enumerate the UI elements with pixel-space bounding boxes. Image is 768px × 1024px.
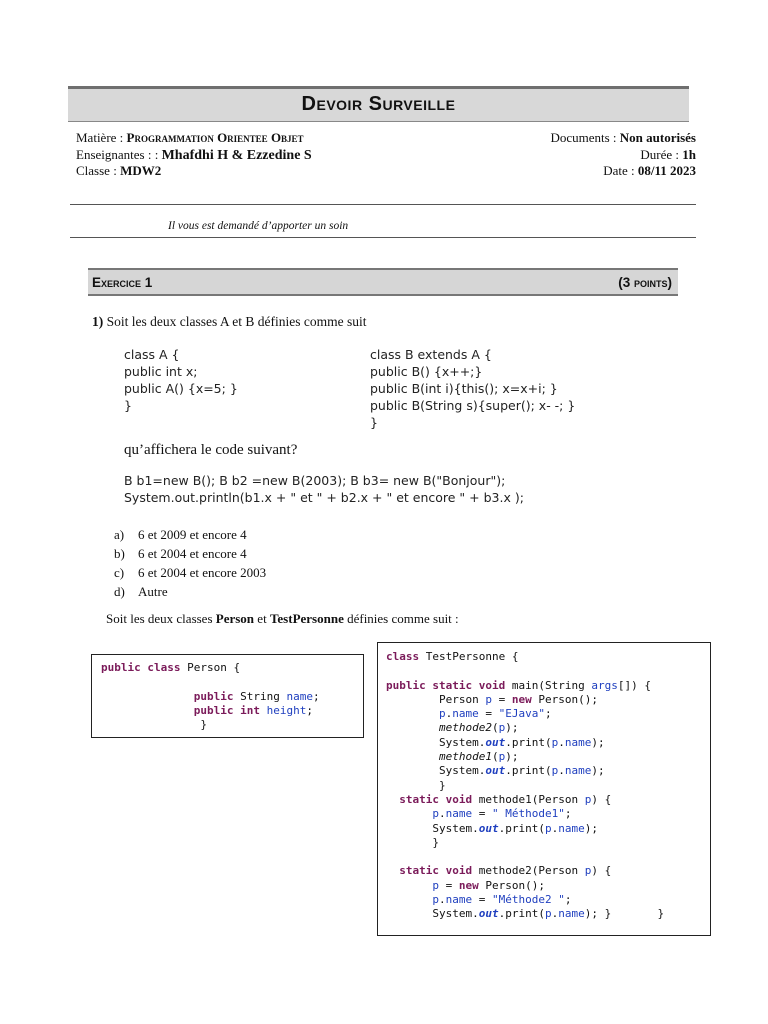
option-letter: b)	[114, 546, 125, 561]
documents-value: Non autorisés	[619, 130, 696, 145]
option-item	[114, 563, 266, 582]
class-a-line: public int x;	[124, 364, 198, 379]
date-line	[603, 163, 696, 178]
option-item	[114, 582, 266, 601]
class-b-line: public B(int i){this(); x=x+i; }	[370, 381, 558, 396]
page-title: Devoir Surveille	[301, 93, 456, 115]
bottom-divider	[70, 237, 696, 238]
question-1-number: 1)	[92, 314, 104, 329]
class-b-line: public B() {x++;}	[370, 364, 483, 379]
class-a-line: class A {	[124, 347, 180, 362]
duree-value: 1h	[682, 147, 696, 162]
option-text: 6 et 2009 et encore 4	[138, 527, 247, 542]
question-1-text: Soit les deux classes A et B définies comme suit	[106, 314, 367, 329]
enseignantes-line	[76, 147, 312, 163]
question-2-intro	[106, 611, 459, 627]
option-item	[114, 525, 266, 544]
class-a-code	[124, 346, 238, 414]
snippet-line: B b1=new B(); B b2 =new B(2003); B b3= new B("Bonjour");	[124, 473, 506, 488]
classe-line	[76, 163, 161, 178]
class-b-line: class B extends A {	[370, 347, 492, 362]
documents-label: Documents :	[550, 130, 617, 145]
enseignantes-label: Enseignantes : :	[76, 147, 159, 162]
date-label: Date :	[603, 163, 635, 178]
classe-label: Classe :	[76, 163, 117, 178]
documents-line	[550, 130, 696, 145]
snippet-line: System.out.println(b1.x + " et " + b2.x + " et encore " + b3.x );	[124, 490, 524, 505]
classe-value: MDW2	[120, 163, 162, 178]
option-text: 6 et 2004 et encore 2003	[138, 565, 267, 580]
date-value: 08/11 2023	[637, 163, 696, 178]
snippet-code	[124, 472, 524, 506]
options-list	[114, 525, 266, 601]
q2-class-testpersonne: TestPersonne	[269, 611, 344, 626]
q2-class-person: Person	[215, 611, 255, 626]
class-b-code	[370, 346, 575, 431]
title-bar	[68, 86, 689, 122]
class-a-line: public A() {x=5; }	[124, 381, 238, 396]
person-code-box	[91, 654, 364, 738]
option-text: 6 et 2004 et encore 4	[138, 546, 247, 561]
top-divider	[70, 204, 696, 205]
matiere-label: Matière :	[76, 130, 124, 145]
exercise-title: Exercice 1	[92, 275, 153, 290]
option-letter: c)	[114, 565, 125, 580]
enseignantes-value: Mhafdhi H & Ezzedine S	[161, 148, 312, 163]
question-prompt: qu’affichera le code suivant?	[124, 442, 298, 458]
q2-text-after: définies comme suit :	[347, 611, 459, 626]
duree-label: Durée :	[640, 147, 680, 162]
person-code: public class Person { public String name; public int height; }	[101, 661, 320, 732]
exercise-header	[88, 268, 678, 296]
question-1	[92, 314, 366, 330]
q2-text-before: Soit les deux classes	[106, 611, 213, 626]
option-item	[114, 544, 266, 563]
option-text: Autre	[138, 584, 168, 599]
option-letter: a)	[114, 527, 125, 542]
exercise-points: (3 points)	[618, 275, 672, 290]
matiere-value: Programmation Orientee Objet	[126, 130, 304, 145]
q2-text-mid: et	[257, 611, 267, 626]
option-letter: d)	[114, 584, 125, 599]
testpersonne-code: class TestPersonne { public static void main(String args[]) { Person p = new Person(); p.name = "EJava"; methode2(p); System.out.print(p.name); methode1(p); System.out.print(p.name); } static void methode1(Person p) { p.name = " Méthode1"; System.out.print(p.name); } static void methode2(Person p) { p = new Person(); p.name = "Méthode2 "; System.out.print(p.name); } }	[386, 650, 665, 921]
instruction-note: Il vous est demandé d’apporter un soin	[168, 220, 349, 232]
matiere-line	[76, 130, 304, 145]
class-a-line: }	[124, 398, 132, 413]
duree-line	[640, 147, 696, 162]
class-b-line: }	[370, 415, 378, 430]
class-b-line: public B(String s){super(); x- -; }	[370, 398, 576, 413]
testpersonne-code-box	[377, 642, 711, 936]
